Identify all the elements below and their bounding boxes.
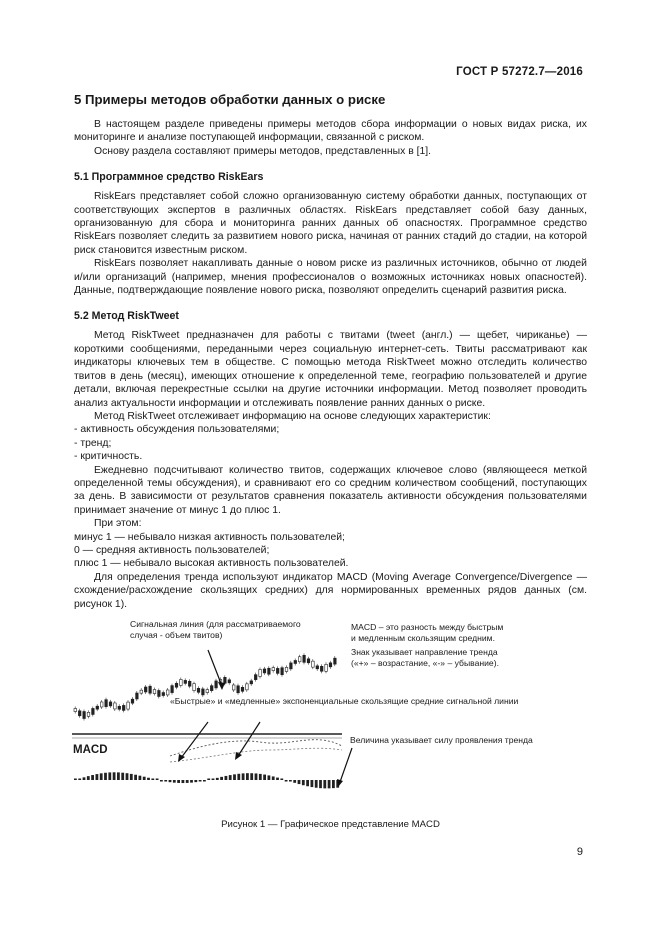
fast-arrow [181, 722, 208, 758]
candle-body [268, 668, 271, 674]
histogram-bar [91, 775, 94, 780]
section-5-1-paragraph-2: RiskEars позволяет накапливать данные о новом риске из различных источников, обычно от людей и/или организаций (например, мнения профессионалов о возможных источниках новых опасностей). Данные, подтверждающие появление нового риска, позволяют определить сценарий развития риска. [74, 258, 587, 297]
slow-arrow [238, 722, 260, 756]
histogram-bar [293, 780, 296, 783]
histogram-bar [156, 779, 159, 781]
histogram-bar [108, 772, 111, 780]
figure-caption: Рисунок 1 — Графическое представление MACD [221, 819, 440, 830]
strength-arrow-head [337, 779, 343, 787]
section-5-2-paragraph-5: Для определения тренда используют индикатор MACD (Moving Average Convergence/Divergence — схождение/расхождение скользящих средних) для нормированных временных рядов данных (см. рисунок 1). [74, 571, 587, 610]
histogram-bar [83, 777, 86, 780]
section-5-paragraph-2: Основу раздела составляют примеры методов, представленных в [1]. [94, 145, 432, 157]
histogram-bar [302, 780, 305, 785]
histogram-bar [207, 779, 210, 781]
list-item: - тренд; [74, 437, 112, 449]
histogram-bar [100, 773, 103, 780]
candle-body [180, 679, 183, 685]
histogram-bar [126, 773, 129, 780]
histogram-bar [199, 780, 202, 782]
candle-body [334, 658, 337, 664]
histogram-bar [130, 774, 133, 780]
candle-body [307, 659, 310, 663]
histogram-bar [117, 772, 120, 780]
histogram-bar [263, 775, 266, 780]
trend-sign-label: Знак указывает направление тренда («+» – возрастание, «-» – убывание). [351, 647, 499, 668]
page-content [74, 92, 587, 611]
candle-body [276, 668, 279, 673]
histogram-bar [164, 780, 167, 782]
candle-body [109, 702, 112, 706]
histogram-bar [328, 780, 331, 788]
candle-body [87, 712, 90, 716]
histogram-bar [229, 775, 232, 780]
value-item: 0 — средняя активность пользователей; [74, 544, 270, 556]
candle-body [263, 669, 266, 673]
candle-body [188, 681, 191, 686]
signal-arrow [208, 650, 222, 686]
fast-ema-line [170, 740, 342, 756]
candle-body [175, 683, 178, 687]
slow-arrow-head [235, 752, 242, 760]
histogram-bar [203, 780, 206, 782]
candle-body [193, 684, 196, 691]
histogram-bar [182, 780, 185, 783]
histogram-bar [280, 779, 283, 781]
histogram-bar [311, 780, 314, 787]
histogram-bar [121, 773, 124, 780]
candle-body [228, 680, 231, 683]
macd-figure [70, 610, 590, 800]
candle-body [254, 675, 257, 680]
page-number: 9 [576, 846, 583, 858]
histogram-bar [323, 780, 326, 788]
histogram-bar [237, 774, 240, 780]
slow-ema-line [170, 748, 342, 762]
histogram-bar [212, 779, 215, 781]
candle-body [237, 686, 240, 693]
candle-body [206, 690, 209, 693]
section-5-2-paragraph-4: При этом: [94, 518, 142, 530]
histogram-bar [315, 780, 318, 788]
histogram-bar [246, 773, 249, 780]
section-5-2-title: 5.2 Метод RiskTweet [74, 310, 179, 323]
histogram-bar [272, 776, 275, 780]
candle-body [294, 660, 297, 663]
histogram-bar [276, 778, 279, 780]
histogram-bar [220, 777, 223, 780]
candle-body [158, 690, 161, 696]
trend-strength-label: Величина указывает силу проявления тренда [350, 735, 533, 745]
histogram-bar [332, 780, 335, 788]
histogram-bar [169, 780, 172, 782]
histogram-bar [87, 776, 90, 780]
histogram-bar [147, 778, 150, 780]
histogram-bar [233, 774, 236, 780]
candle-body [316, 666, 319, 669]
candle-body [162, 693, 165, 696]
ema-label: «Быстрые» и «медленные» экспоненциальные скользящие средние сигнальной линии [170, 696, 519, 706]
candle-body [224, 677, 227, 683]
histogram-bar [143, 777, 146, 780]
section-5-paragraph-1: В настоящем разделе приведены примеры методов сбора информации о новых видах риска, их мониторинге и анализе поступающей информации, связанной с риском. [74, 119, 587, 144]
histogram-bar [216, 778, 219, 780]
candle-body [92, 708, 95, 714]
histogram-bar [139, 776, 142, 780]
candle-body [197, 688, 200, 692]
candle-body [232, 685, 235, 690]
candle-body [259, 669, 262, 676]
candle-body [118, 706, 121, 709]
candle-body [153, 690, 156, 694]
candle-body [171, 686, 174, 693]
histogram-bar [96, 774, 99, 780]
candle-body [303, 655, 306, 662]
candle-body [105, 700, 108, 707]
histogram-bar [225, 776, 228, 780]
histogram-bar [151, 779, 154, 781]
candle-body [122, 705, 125, 710]
candle-body [281, 668, 284, 675]
candle-body [149, 686, 152, 693]
section-5-1-title: 5.1 Программное средство RiskEars [74, 171, 264, 184]
histogram-bar [298, 780, 301, 784]
candle-body [210, 686, 213, 691]
histogram-bar [74, 779, 77, 781]
histogram-bar [250, 773, 253, 780]
candle-body [272, 668, 275, 671]
histogram-bar [78, 779, 81, 781]
histogram-bar [319, 780, 322, 788]
candle-body [140, 690, 143, 693]
value-item: минус 1 — небывало низкая активность пользователей; [74, 531, 345, 543]
histogram-bar [160, 780, 163, 782]
candle-body [241, 687, 244, 691]
candle-body [166, 690, 169, 695]
candle-body [144, 687, 147, 692]
candle-body [127, 702, 130, 709]
candle-body [100, 702, 103, 707]
histogram-bar [104, 773, 107, 780]
candle-body [290, 663, 293, 669]
histogram-bar [173, 780, 176, 783]
candle-body [74, 709, 77, 712]
price-candles [74, 653, 336, 720]
signal-arrow-head [218, 682, 225, 690]
section-5-title: 5 Примеры методов обработки данных о риске [74, 92, 386, 107]
candle-body [114, 703, 117, 709]
candle-body [285, 667, 288, 671]
candle-body [298, 657, 301, 662]
histogram-bar [306, 780, 309, 786]
candle-body [184, 680, 187, 683]
section-5-2-paragraph-1: Метод RiskTweet предназначен для работы с твитами (tweet (англ.) — щебет, чириканье) — короткими сообщениями, переданными через социальную интернет-сеть. Твиты рассматривают как индикаторы ключевых тем в обществе. С помощью метода RiskTweet можно отследить количество твитов в день (месяц), имеющих отношение к определенной теме, географию пользователей и другие детали, включая перекрестные ссылки на другие источники информации. Метод позволяет проводить анализ актуальности информации и отслеживать появление ранних данных о риске. [74, 330, 587, 409]
document-id: ГОСТ Р 57272.7—2016 [456, 66, 583, 78]
candle-body [83, 712, 86, 719]
candle-body [250, 681, 253, 684]
candle-body [202, 689, 205, 695]
histogram-bar [285, 780, 288, 782]
histogram-bar [289, 780, 292, 782]
section-5-2-paragraph-2: Метод RiskTweet отслеживает информацию на основе следующих характеристик: [94, 410, 491, 422]
candle-body [325, 664, 328, 671]
candle-body [215, 681, 218, 688]
candle-body [329, 663, 332, 667]
candle-body [131, 699, 134, 703]
histogram-bar [259, 774, 262, 780]
signal-line-label: Сигнальная линия (для рассматриваемого случая - объем твитов) [130, 619, 301, 640]
macd-title: MACD [73, 744, 108, 756]
histogram-bar [268, 775, 271, 780]
section-5-1-paragraph-1: RiskEars представляет собой сложно организованную систему обработки данных, поступающих от соответствующих экспертов в различных областях. RiskEars представляет собой базу данных, организованную для сбора и мониторинга ранних данных об опасностях. Программное средство RiskEars позволяет следить за развитием нового риска, начиная от ранних стадий до стадии, на которой риск становится известным риском. [74, 191, 587, 256]
histogram-bar [194, 780, 197, 782]
strength-arrow [340, 748, 352, 782]
candle-body [136, 693, 139, 699]
histogram-bar [242, 773, 245, 780]
candle-body [312, 661, 315, 667]
value-item: плюс 1 — небывало высокая активность пользователей. [74, 558, 349, 570]
list-item: - активность обсуждения пользователями; [74, 424, 280, 436]
histogram-bar [190, 780, 193, 783]
section-5-2-paragraph-3: Ежедневно подсчитывают количество твитов, содержащих ключевое слово (являющееся меткой определенной темы обсуждения), и сравнивают его со средним количеством сообщений, поступающих за день. В зависимости от результатов сравнения показатель активности обсуждения пользователями принимает значение от минус 1 до плюс 1. [74, 464, 587, 516]
histogram-bar [113, 772, 116, 780]
histogram-bar [177, 780, 180, 783]
histogram-bar [186, 780, 189, 783]
list-item: - критичность. [74, 451, 143, 463]
candle-body [78, 711, 81, 716]
candle-body [320, 666, 323, 671]
candle-body [246, 684, 249, 690]
candle-body [96, 706, 99, 709]
histogram-bar [134, 775, 137, 780]
macd-definition-label: MACD – это разность между быстрым и медленным скользящим средним. [351, 622, 504, 643]
macd-histogram [74, 772, 339, 788]
histogram-bar [255, 773, 258, 780]
